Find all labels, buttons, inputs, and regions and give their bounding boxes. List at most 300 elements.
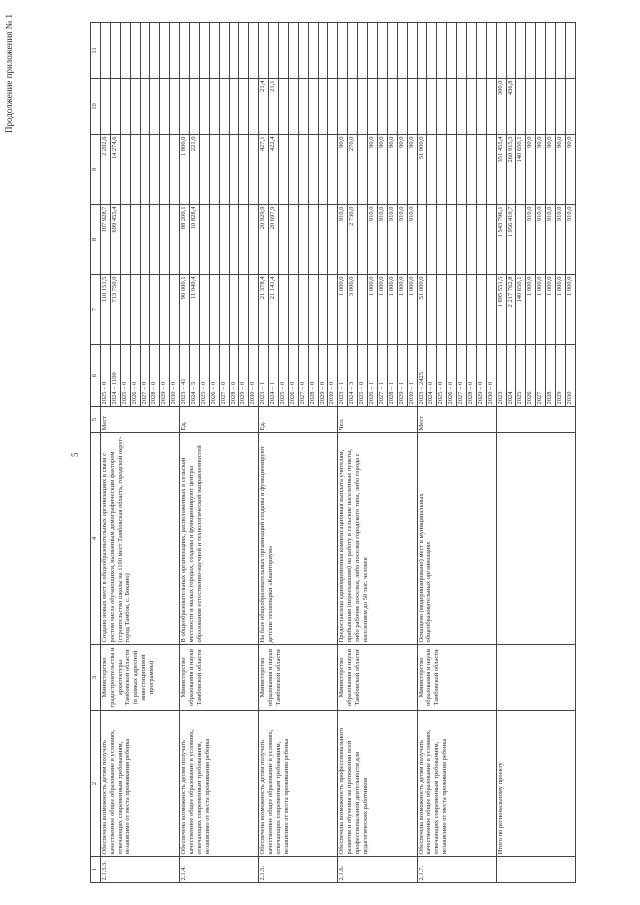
amount-cell: 90,0 [546,135,556,205]
amount-cell: 88 200,1 [180,205,190,275]
year-value-cell: 2027 – 0 [298,345,308,407]
col-header: 1 [91,857,101,883]
amount-cell: 2 730,0 [348,205,358,275]
amount-cell [199,205,209,275]
year-value-cell: 2028 – 0 [308,345,318,407]
year-value-cell: 2025 – 0 [120,345,130,407]
amount-cell [199,275,209,345]
amount-cell [298,135,308,205]
amount-cell [546,23,556,79]
year-value-cell: 2026 – 0 [288,345,298,407]
amount-cell: 910,0 [565,205,575,275]
amount-cell [308,205,318,275]
amount-cell: 140 650,1 [516,135,526,205]
amount-cell [427,79,437,135]
year-value-cell: 2030 – 0 [249,345,259,407]
amount-cell: 436,8 [506,79,516,135]
amount-cell: 20 697,9 [269,205,279,275]
year-value-cell: 2030 – 0 [486,345,496,407]
amount-cell: 90,0 [377,135,387,205]
amount-cell: 910,0 [536,205,546,275]
amount-cell: 1 000,0 [368,275,378,345]
amount-cell [288,23,298,79]
amount-cell [447,23,457,79]
year-value-cell: 2026 – 0 [447,345,457,407]
col-header: 3 [91,645,101,711]
year-value-cell: 2026 [526,345,536,407]
amount-cell [249,135,259,205]
amount-cell: 90 000,1 [180,275,190,345]
year-value-cell: 2029 – 0 [239,345,249,407]
amount-cell: 1 956 410,7 [506,205,516,275]
amount-cell [249,79,259,135]
amount-cell [140,275,150,345]
amount-cell [387,23,397,79]
amount-cell [308,23,318,79]
amount-cell: 427,1 [259,135,269,205]
amount-cell [288,135,298,205]
amount-cell [298,275,308,345]
year-value-cell: 2024 – 0 [427,345,437,407]
amount-cell [447,135,457,205]
amount-cell [318,23,328,79]
amount-cell: 713 750,0 [110,275,120,345]
amount-cell [120,23,130,79]
amount-cell [437,135,447,205]
amount-cell [476,23,486,79]
amount-cell [437,23,447,79]
year-value-cell: 2024 – 5 [190,345,200,407]
amount-cell [150,205,160,275]
amount-cell [328,79,338,135]
amount-cell: 21 141,4 [269,275,279,345]
amount-cell [437,275,447,345]
amount-cell [417,205,427,275]
amount-cell: 1 895 551,5 [496,275,506,345]
amount-cell: 910,0 [338,205,348,275]
amount-cell: 21 378,4 [259,275,269,345]
amount-cell: 1 000,0 [397,275,407,345]
amount-cell [407,79,417,135]
amount-cell: 90,0 [526,135,536,205]
amount-cell [170,275,180,345]
year-value-cell: 2027 – 0 [457,345,467,407]
amount-cell [506,23,516,79]
amount-cell [150,79,160,135]
amount-cell: 422,4 [269,135,279,205]
amount-cell [476,79,486,135]
amount-cell [160,135,170,205]
year-value-cell: 2023 – 1 [259,345,269,407]
table-row [496,23,506,883]
executor: Министерство образования и науки Тамбовской области [417,645,496,711]
amount-cell [476,275,486,345]
amount-cell [199,23,209,79]
amount-cell [209,135,219,205]
amount-cell [466,135,476,205]
amount-cell: 1 000,0 [565,275,575,345]
amount-cell [209,79,219,135]
amount-cell: 1 000,0 [536,275,546,345]
amount-cell: 1 000,0 [338,275,348,345]
amount-cell: 351 455,4 [496,135,506,205]
col-header: 8 [91,205,101,275]
amount-cell: 270,0 [348,135,358,205]
amount-cell: 1 000,0 [546,275,556,345]
amount-cell: 910,0 [407,205,417,275]
amount-cell [358,23,368,79]
amount-cell [170,23,180,79]
amount-cell [239,205,249,275]
amount-cell [555,79,565,135]
amount-cell: 90,0 [338,135,348,205]
amount-cell [209,275,219,345]
amount-cell [318,275,328,345]
table-row [338,23,348,883]
amount-cell [229,135,239,205]
amount-cell [180,79,190,135]
year-value-cell: 2027 – 0 [140,345,150,407]
year-value-cell: 2028 – 0 [466,345,476,407]
year-value-cell: 2029 – 0 [476,345,486,407]
year-value-cell: 2030 [565,345,575,407]
amount-cell [308,79,318,135]
table-row [259,23,269,883]
amount-cell [219,23,229,79]
item-number [496,857,575,883]
amount-cell [318,205,328,275]
task-description: Обеспечена возможность детям получать качественное общее образование в условиях, отвечающих современным требованиям, независимо от места проживания ребенка [180,711,259,857]
year-value-cell: 2024 – 3 [348,345,358,407]
amount-cell [279,23,289,79]
item-number: 2.1.5. [259,857,338,883]
amount-cell [476,205,486,275]
amount-cell [160,79,170,135]
amount-cell [387,79,397,135]
amount-cell [150,135,160,205]
amount-cell [190,79,200,135]
header-row [91,23,101,883]
year-value-cell: 2028 – 0 [150,345,160,407]
amount-cell [239,135,249,205]
amount-cell [486,23,496,79]
unit: Мест [101,407,180,433]
amount-cell [417,23,427,79]
amount-cell [239,23,249,79]
amount-cell: 910,0 [387,205,397,275]
amount-cell [377,79,387,135]
amount-cell [219,79,229,135]
amount-cell [288,275,298,345]
amount-cell [170,205,180,275]
amount-cell [358,135,368,205]
amount-cell: 11 049,4 [190,275,200,345]
amount-cell: 21,4 [259,79,269,135]
amount-cell [427,135,437,205]
amount-cell: 1 000,0 [377,275,387,345]
amount-cell [516,205,526,275]
amount-cell [298,205,308,275]
amount-cell [308,275,318,345]
amount-cell [101,79,111,135]
amount-cell [150,275,160,345]
year-value-cell: 2030 – 0 [170,345,180,407]
executor: Министерство градостроительства и архитектуры Тамбовской области (в рамках адресной инвестиционной программы) [101,645,180,711]
amount-cell [190,23,200,79]
amount-cell: 699 455,4 [110,205,120,275]
year-value-cell: 2025 [516,345,526,407]
unit: Ед. [259,407,338,433]
amount-cell: 910,0 [526,205,536,275]
amount-cell [140,23,150,79]
table-row [180,23,190,883]
year-value-cell: 2024 – 1 [269,345,279,407]
amount-cell [338,23,348,79]
amount-cell [555,23,565,79]
amount-cell [249,275,259,345]
amount-cell [199,79,209,135]
amount-cell [120,135,130,205]
year-value-cell: 2027 – 1 [377,345,387,407]
result-description: Оснащено (модернизировано) мест в муниципальных общеобразовательных организациях [417,433,496,645]
year-value-cell: 2026 – 1 [368,345,378,407]
amount-cell: 110 151,5 [101,275,111,345]
year-value-cell: 2023 – 1 [338,345,348,407]
amount-cell [140,205,150,275]
amount-cell: 910,0 [368,205,378,275]
task-description: Обеспечена возможность детям получать качественное общее образование в условиях, отвечающих современным требованиям, независимо от места проживания ребенка [259,711,338,857]
amount-cell: 910,0 [546,205,556,275]
amount-cell [130,205,140,275]
table-row [101,23,111,883]
executor: Министерство образования и науки Тамбовской области [180,645,259,711]
task-description: Обеспечена возможность детям получать качественное общее образование в условиях, отвечающих современным требованиям, независимо от места проживания ребенка [101,711,180,857]
amount-cell: 1 000,0 [555,275,565,345]
amount-cell [447,79,457,135]
amount-cell [417,79,427,135]
year-value-cell: 2025 – 0 [199,345,209,407]
amount-cell [328,205,338,275]
amount-cell: 910,0 [397,205,407,275]
amount-cell [110,79,120,135]
year-value-cell: 2027 – 0 [219,345,229,407]
col-header: 6 [91,345,101,407]
unit: Ед. [180,407,259,433]
amount-cell [219,205,229,275]
amount-cell [328,23,338,79]
amount-cell [279,79,289,135]
amount-cell [130,135,140,205]
amount-cell [496,23,506,79]
amount-cell [526,79,536,135]
amount-cell [457,79,467,135]
amount-cell: 90,0 [387,135,397,205]
amount-cell [288,79,298,135]
col-header: 2 [91,711,101,857]
amount-cell [140,79,150,135]
amount-cell [209,205,219,275]
amount-cell [229,79,239,135]
amount-cell [407,23,417,79]
amount-cell: 260 915,3 [506,135,516,205]
amount-cell: 90,0 [407,135,417,205]
amount-cell [447,275,457,345]
amount-cell [516,23,526,79]
amount-cell: 20 929,9 [259,205,269,275]
amount-cell: 3 000,0 [348,275,358,345]
amount-cell: 51 000,0 [417,275,427,345]
amount-cell [219,275,229,345]
amount-cell: 1 000,0 [526,275,536,345]
year-value-cell: 2023 – 2425 [417,345,427,407]
amount-cell: 51 000,0 [417,135,427,205]
amount-cell [219,135,229,205]
executor: Министерство образования и науки Тамбовской области [259,645,338,711]
amount-cell: 90,0 [397,135,407,205]
year-value-cell: 2024 [506,345,516,407]
amount-cell [397,79,407,135]
amount-cell [466,205,476,275]
amount-cell [298,23,308,79]
amount-cell [466,79,476,135]
amount-cell [279,275,289,345]
amount-cell [427,23,437,79]
amount-cell [437,79,447,135]
col-header: 7 [91,275,101,345]
amount-cell [199,135,209,205]
amount-cell [358,205,368,275]
year-value-cell: 2029 – 1 [397,345,407,407]
amount-cell [358,79,368,135]
amount-cell [565,79,575,135]
amount-cell [130,23,140,79]
amount-cell [269,23,279,79]
year-value-cell: 2025 – 0 [358,345,368,407]
amount-cell [486,205,496,275]
amount-cell: 140 650,1 [516,275,526,345]
result-description [496,433,575,645]
year-value-cell: 2030 – 1 [407,345,417,407]
result-description: Создано новых мест в общеобразовательных организациях в связи с ростом числа обучающихся, вызванным демографическим фактором (строительство школы на 1100 мест Тамбовская область, городской округ-город Тамбов, с. Бокино) [101,433,180,645]
amount-cell: 1 543 796,1 [496,205,506,275]
year-value-cell: 2028 [546,345,556,407]
amount-cell: 910,0 [555,205,565,275]
item-number: 2.1.4. [180,857,259,883]
year-value-cell: 2024 – 1100 [110,345,120,407]
amount-cell [338,79,348,135]
unit [496,407,575,433]
amount-cell [160,275,170,345]
col-header: 9 [91,135,101,205]
amount-cell: 1 000,0 [407,275,417,345]
amount-cell [348,79,358,135]
program-table [90,22,576,883]
year-value-cell: 2028 – 1 [387,345,397,407]
amount-cell [308,135,318,205]
amount-cell [377,23,387,79]
col-header: 11 [91,23,101,79]
amount-cell: 90,0 [368,135,378,205]
amount-cell: 221,0 [190,135,200,205]
amount-cell [180,23,190,79]
amount-cell: 14 274,6 [110,135,120,205]
amount-cell [249,23,259,79]
amount-cell [239,275,249,345]
year-value-cell: 2025 – 0 [437,345,447,407]
amount-cell: 1 800,0 [180,135,190,205]
item-number: 2.1.3.3. [101,857,180,883]
amount-cell [279,205,289,275]
amount-cell [476,135,486,205]
year-value-cell: 2023 – 41 [180,345,190,407]
amount-cell [229,23,239,79]
result-description: На базе общеобразовательных организаций созданы и функционируют детские технопарки «Кванториум» [259,433,338,645]
amount-cell [110,23,120,79]
amount-cell [160,205,170,275]
amount-cell [328,275,338,345]
year-value-cell: 2028 – 0 [229,345,239,407]
amount-cell [486,79,496,135]
amount-cell [150,23,160,79]
unit: Мест [417,407,496,433]
col-header: 10 [91,79,101,135]
amount-cell [318,79,328,135]
year-value-cell: 2027 [536,345,546,407]
result-description: В общеобразовательных организациях, расположенных в сельской местности и малых городах, созданы и функционируют центры образования естественно-научной и технологической направленностей [180,433,259,645]
amount-cell [130,275,140,345]
task-description: Итого по региональному проекту [496,711,575,857]
amount-cell: 10 828,4 [190,205,200,275]
executor [496,645,575,711]
amount-cell [120,275,130,345]
result-description: Предоставлена единовременная компенсационная выплата учителям, прибывшим (переехавшим) на работу в сельские населенные пункты, либо рабочие поселки, либо поселки городского типа, либо города с населением до 50 тыс. человек [338,433,417,645]
amount-cell: 910,0 [377,205,387,275]
amount-cell: 300,0 [496,79,506,135]
executor: Министерство образования и науки Тамбовской области [338,645,417,711]
amount-cell [160,23,170,79]
amount-cell [249,205,259,275]
amount-cell [229,205,239,275]
amount-cell [328,135,338,205]
amount-cell [427,205,437,275]
amount-cell [279,135,289,205]
table-row [417,23,427,883]
year-value-cell: 2026 – 0 [209,345,219,407]
amount-cell [516,79,526,135]
amount-cell [447,205,457,275]
amount-cell [209,23,219,79]
year-value-cell: 2029 – 0 [160,345,170,407]
year-value-cell: 2026 – 0 [130,345,140,407]
year-value-cell: 2030 – 0 [328,345,338,407]
amount-cell [486,275,496,345]
amount-cell [298,79,308,135]
amount-cell [101,23,111,79]
year-value-cell: 2025 – 0 [101,345,111,407]
amount-cell [536,79,546,135]
amount-cell [170,135,180,205]
amount-cell [130,79,140,135]
year-value-cell: 2023 [496,345,506,407]
task-description: Обеспечена возможность профессионального развития и обучения на протяжении всей профессиональной деятельности для педагогических работников [338,711,417,857]
amount-cell [239,79,249,135]
year-value-cell: 2029 [555,345,565,407]
unit: Чел. [338,407,417,433]
year-value-cell: 2025 – 0 [279,345,289,407]
amount-cell [368,79,378,135]
amount-cell [120,79,130,135]
amount-cell [229,275,239,345]
